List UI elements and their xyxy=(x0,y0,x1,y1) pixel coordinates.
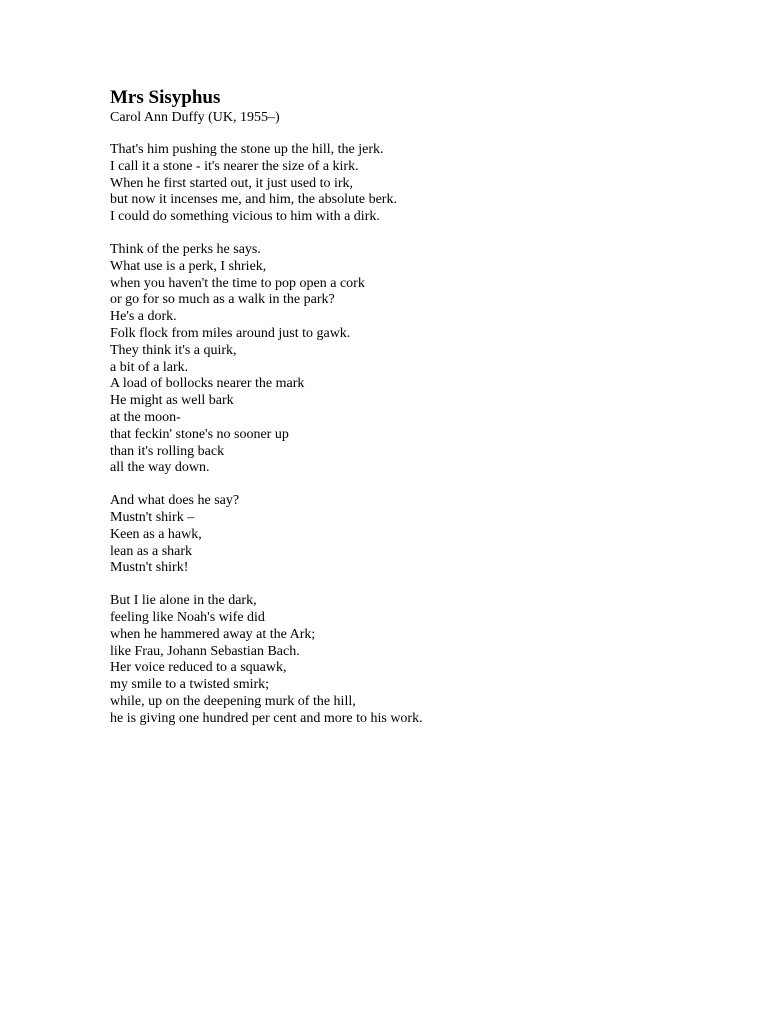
poem-line: he is giving one hundred per cent and more to his work. xyxy=(110,710,423,726)
poem-line: Mustn't shirk! xyxy=(110,560,189,576)
poem-line: or go for so much as a walk in the park? xyxy=(110,292,335,308)
poem-line: That's him pushing the stone up the hill, the jerk. xyxy=(110,142,384,157)
poem-line: Think of the perks he says. xyxy=(110,241,261,257)
document-page xyxy=(110,87,730,744)
poem-line: when he hammered away at the Ark; xyxy=(110,626,316,642)
poem-author: Carol Ann Duffy (UK, 1955–) xyxy=(110,110,280,125)
poem-line: lean as a shark xyxy=(110,543,193,559)
poem-line: feeling like Noah's wife did xyxy=(110,609,265,625)
poem-body xyxy=(110,142,730,728)
poem-line: But I lie alone in the dark, xyxy=(110,593,257,609)
poem-line: Mustn't shirk – xyxy=(110,509,195,525)
poem-line: Her voice reduced to a squawk, xyxy=(110,660,287,676)
poem-line: Keen as a hawk, xyxy=(110,526,202,542)
poem-line: that feckin' stone's no sooner up xyxy=(110,426,289,442)
poem-line: And what does he say? xyxy=(110,493,240,509)
stanza xyxy=(110,493,730,577)
poem-line: like Frau, Johann Sebastian Bach. xyxy=(110,643,300,659)
poem-line: I call it a stone - it's nearer the size of a kirk. xyxy=(110,158,359,174)
poem-line: all the way down. xyxy=(110,460,210,476)
poem-line: I could do something vicious to him with a dirk. xyxy=(110,209,380,225)
poem-line: A load of bollocks nearer the mark xyxy=(110,376,305,392)
poem-line: when you haven't the time to pop open a cork xyxy=(110,275,365,291)
poem-line: Folk flock from miles around just to gawk. xyxy=(110,325,351,341)
poem-line: while, up on the deepening murk of the hill, xyxy=(110,693,356,709)
poem-line: What use is a perk, I shriek, xyxy=(110,258,267,274)
poem-line: but now it incenses me, and him, the absolute berk. xyxy=(110,192,397,208)
stanza xyxy=(110,142,730,226)
poem-line: at the moon- xyxy=(110,409,181,425)
poem-line: He might as well bark xyxy=(110,393,234,409)
poem-title: Mrs Sisyphus xyxy=(110,87,221,108)
poem-line: my smile to a twisted smirk; xyxy=(110,677,270,693)
poem-line: than it's rolling back xyxy=(110,443,225,459)
poem-line: a bit of a lark. xyxy=(110,359,189,375)
poem-line: When he first started out, it just used to irk, xyxy=(110,175,354,191)
stanza xyxy=(110,242,730,477)
poem-line: They think it's a quirk, xyxy=(110,342,237,358)
stanza xyxy=(110,593,730,727)
poem-line: He's a dork. xyxy=(110,309,177,325)
